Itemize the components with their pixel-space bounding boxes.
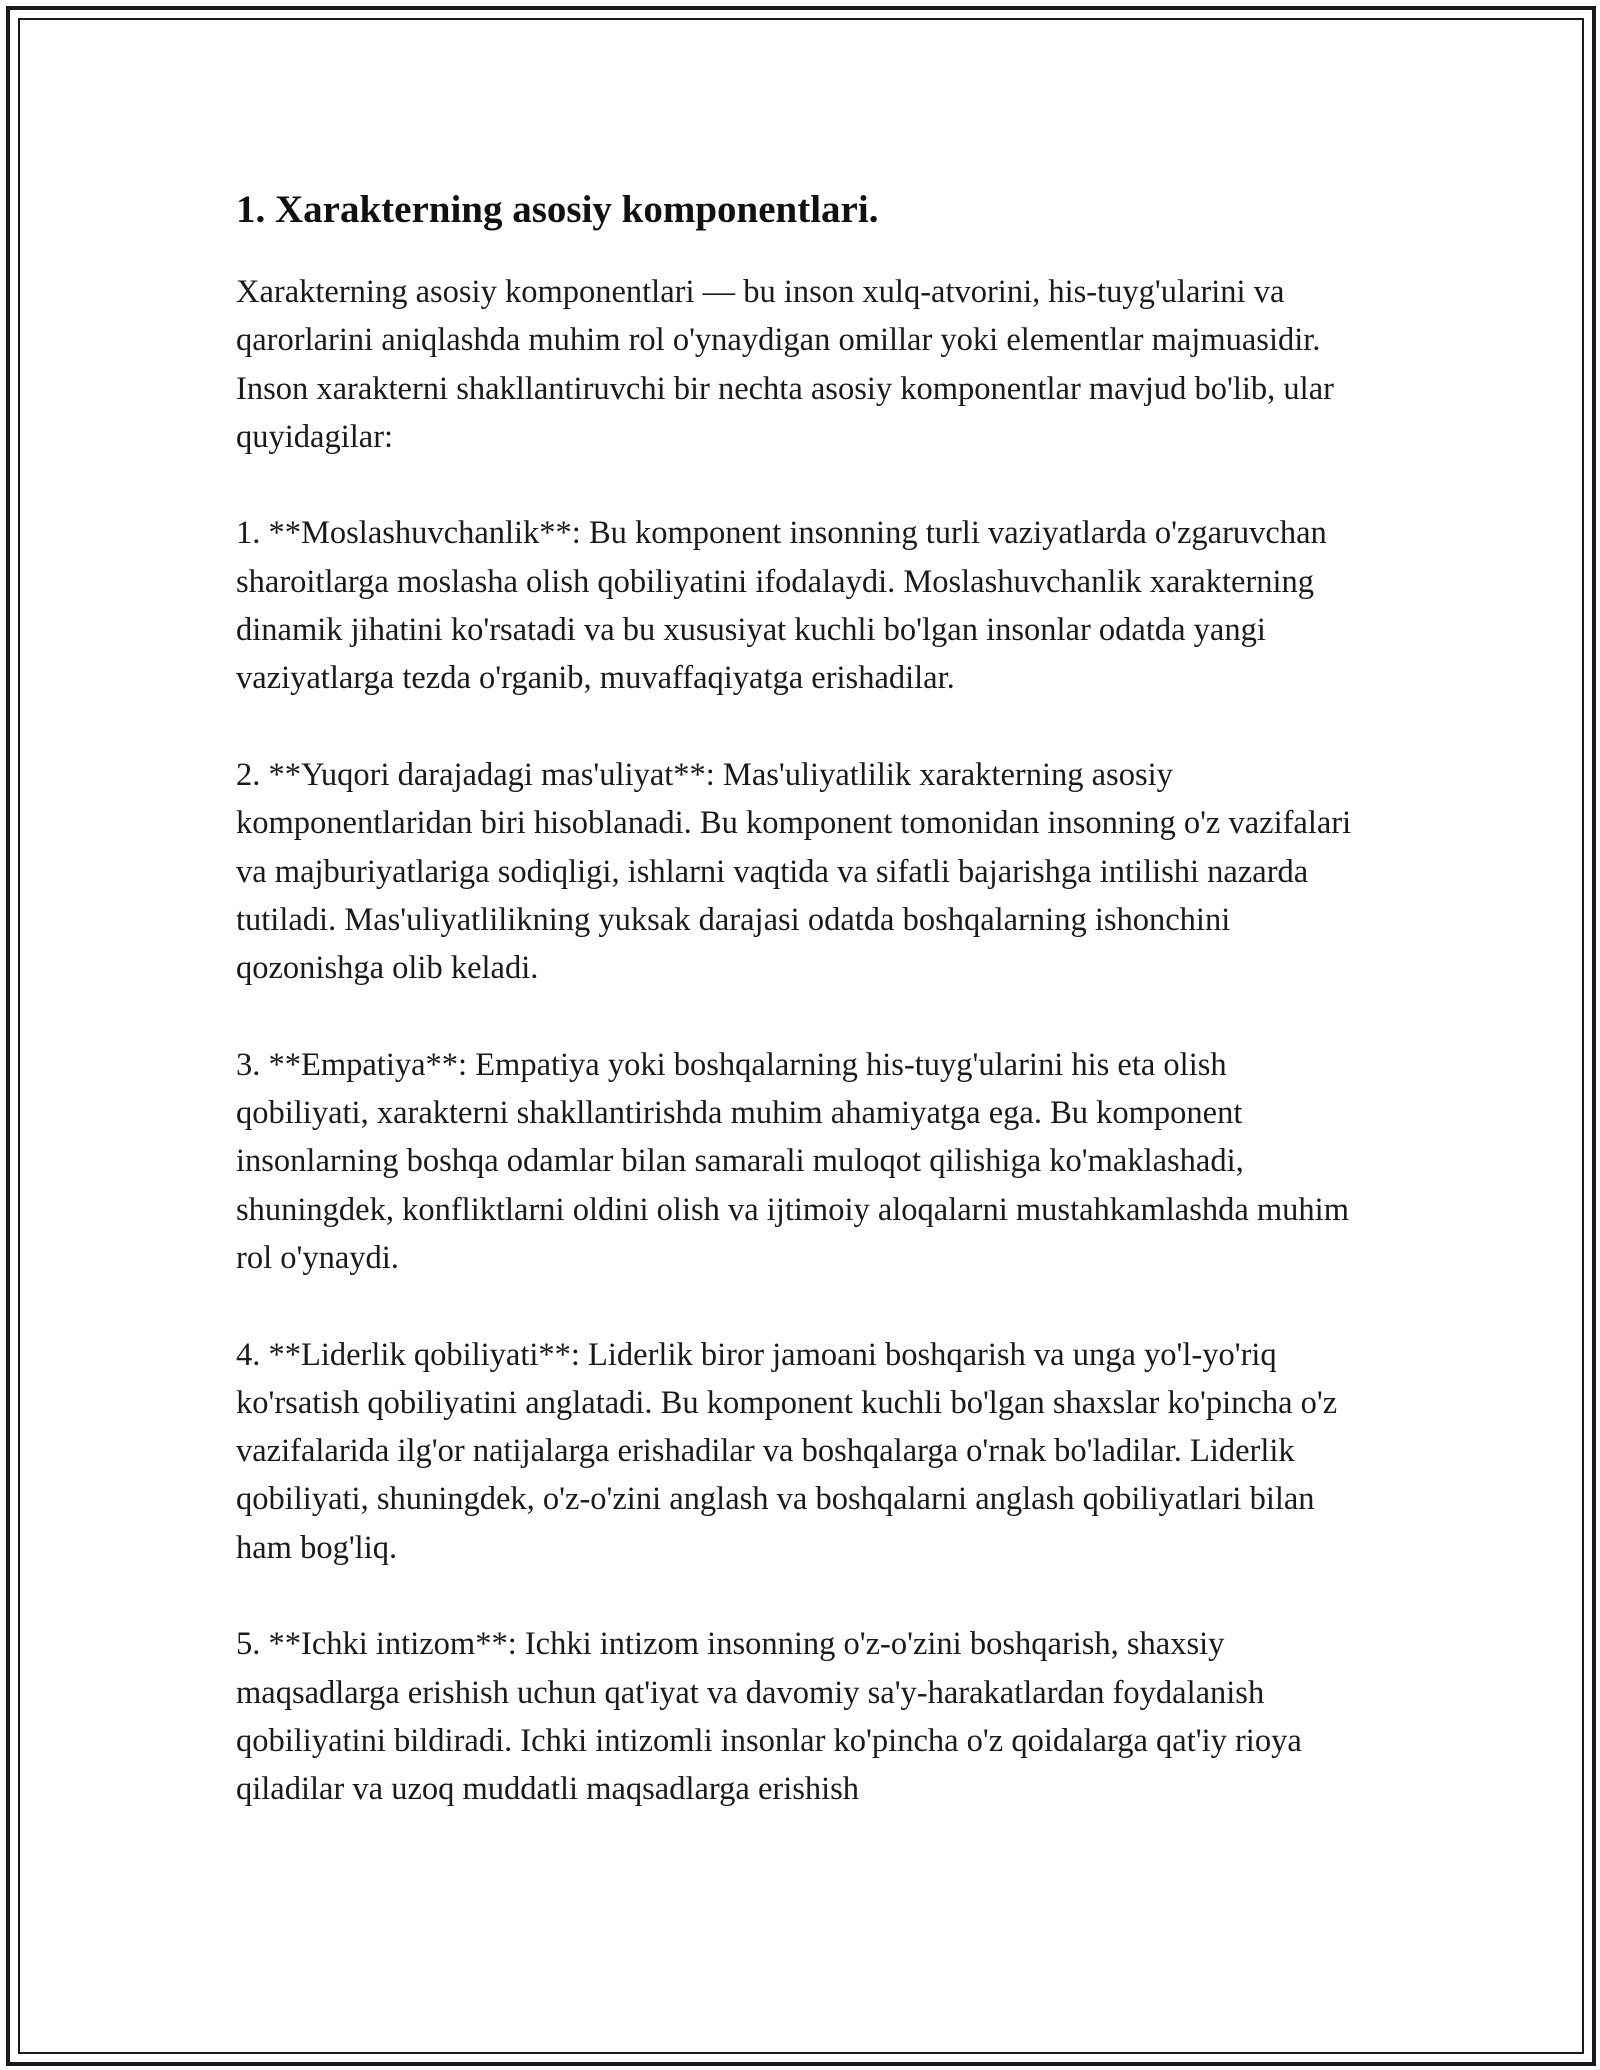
document-body [236, 186, 1366, 1862]
list-item-ichki-intizom: 5. **Ichki intizom**: Ichki intizom insonning o'z-o'zini boshqarish, shaxsiy maqsadlarga erishish uchun qat'iyat va davomiy sa'y-harakatlardan foydalanish qobiliyatini bildiradi. Ichki intizomli insonlar ko'pincha o'z qoidalarga qat'iy rioya qiladilar va uzoq muddatli maqsadlarga erishish [236, 1626, 1302, 1808]
list-item-empatiya: 3. **Empatiya**: Empatiya yoki boshqalarning his-tuyg'ularini his eta olish qobiliyati, xarakterni shakllantirishda muhim ahamiyatga ega. Bu komponent insonlarning boshqa odamlar bilan samarali muloqot qilishiga ko'maklashadi, shuningdek, konfliktlarni oldini olish va ijtimoiy aloqalarni mustahkamlashda muhim rol o'ynaydi. [236, 1046, 1349, 1276]
list-item-masuliyat: 2. **Yuqori darajadagi mas'uliyat**: Mas'uliyatlilik xarakterning asosiy komponentlaridan biri hisoblanadi. Bu komponent tomonidan insonning o'z vazifalari va majburiyatlariga sodiqligi, ishlarni vaqtida va sifatli bajarishga intilishi nazarda tutiladi. Mas'uliyatlilikning yuksak darajasi odatda boshqalarning ishonchini qozonishga olib keladi. [236, 756, 1352, 987]
section-heading: 1. Xarakterning asosiy komponentlari. [236, 188, 879, 231]
intro-paragraph: Xarakterning asosiy komponentlari — bu inson xulq-atvorini, his-tuyg'ularini va qarorlarini aniqlashda muhim rol o'ynaydigan omillar yoki elementlar majmuasidir. Inson xarakterni shakllantiruvchi bir nechta asosiy komponentlar mavjud bo'lib, ular quyidagilar: [236, 274, 1334, 455]
list-item-moslashuvchanlik: 1. **Moslashuvchanlik**: Bu komponent insonning turli vaziyatlarda o'zgaruvchan sharoitlarga moslasha olish qobiliyatini ifodalaydi. Moslashuvchanlik xarakterning dinamik jihatini ko'rsatadi va bu xususiyat kuchli bo'lgan insonlar odatda yangi vaziyatlarga tezda o'rganib, muvaffaqiyatga erishadilar. [236, 515, 1327, 697]
list-item-liderlik: 4. **Liderlik qobiliyati**: Liderlik biror jamoani boshqarish va unga yo'l-yo'riq ko'rsatish qobiliyatini anglatadi. Bu komponent kuchli bo'lgan shaxslar ko'pincha o'z vazifalarida ilg'or natijalarga erishadilar va boshqalarga o'rnak bo'ladilar. Liderlik qobiliyati, shuningdek, o'z-o'zini anglash va boshqalarni anglash qobiliyatlari bilan ham bog'liq. [236, 1336, 1338, 1566]
